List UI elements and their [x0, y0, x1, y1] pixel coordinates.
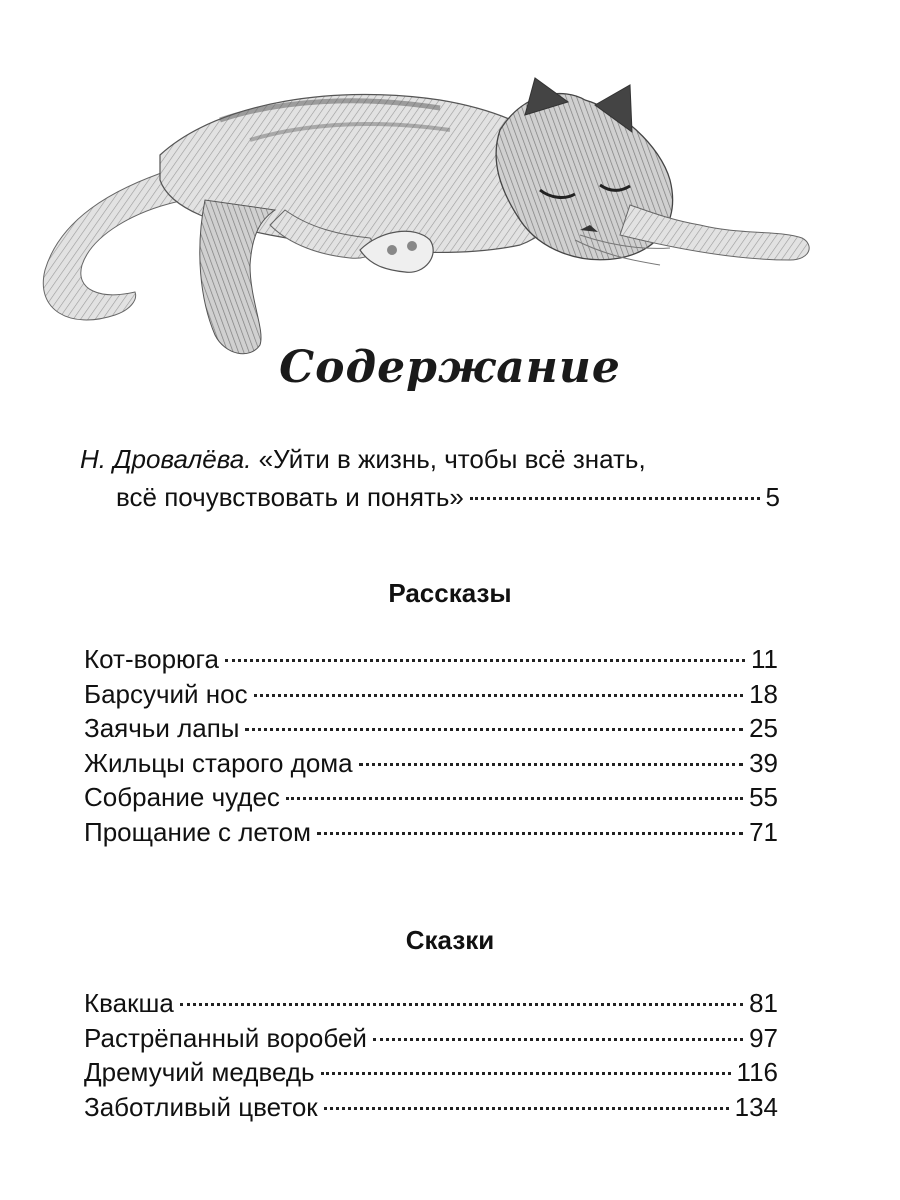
toc-entry-page: 97 — [749, 1022, 778, 1053]
toc-entry-title: Барсучий нос — [84, 678, 248, 709]
toc-entry-page: 55 — [749, 782, 778, 812]
toc-entry[interactable] — [84, 1023, 778, 1058]
toc-entry-page: 18 — [749, 678, 778, 709]
toc-entry[interactable] — [84, 1092, 778, 1127]
toc-entry-page: 116 — [736, 1057, 778, 1087]
toc-list-stories — [84, 644, 778, 851]
intro-title-line-2: всё почувствовать и понять» — [116, 482, 464, 512]
intro-page-number: 5 — [765, 482, 780, 512]
section-title-tales: Сказки — [405, 925, 495, 955]
dot-leader — [317, 832, 743, 835]
toc-entry-title: Дремучий медведь — [84, 1057, 315, 1087]
section-title-stories: Рассказы — [388, 578, 512, 608]
toc-entry-title: Заячьи лапы — [84, 713, 240, 743]
toc-entry-title: Жильцы старого дома — [84, 747, 353, 778]
toc-entry[interactable] — [84, 1057, 778, 1092]
toc-entry[interactable] — [84, 817, 778, 852]
dot-leader — [470, 497, 760, 500]
dot-leader — [359, 763, 743, 766]
intro-line-1 — [80, 440, 780, 478]
toc-entry[interactable] — [84, 988, 778, 1023]
toc-entry[interactable] — [84, 679, 778, 714]
toc-entry-page: 71 — [749, 816, 778, 847]
intro-title-line-1: «Уйти в жизнь, чтобы всё знать, — [258, 444, 646, 474]
sleeping-cat-illustration — [20, 60, 820, 370]
toc-entry-title: Растрёпанный воробей — [84, 1022, 367, 1053]
intro-author: Н. Дровалёва. — [80, 444, 252, 474]
toc-entry[interactable] — [84, 748, 778, 783]
intro-entry[interactable] — [80, 440, 780, 516]
dot-leader — [245, 728, 743, 731]
toc-entry[interactable] — [84, 713, 778, 748]
toc-entry[interactable] — [84, 644, 778, 679]
toc-entry-title: Квакша — [84, 988, 174, 1018]
toc-entry-page: 134 — [734, 1091, 778, 1122]
dot-leader — [225, 659, 745, 662]
toc-entry-page: 81 — [749, 988, 778, 1018]
dot-leader — [254, 694, 743, 697]
toc-entry-page: 39 — [749, 747, 778, 778]
toc-entry-title: Прощание с летом — [84, 816, 311, 847]
toc-entry-title: Заботливый цветок — [84, 1091, 318, 1122]
toc-entry-page: 11 — [751, 644, 778, 674]
dot-leader — [321, 1072, 731, 1075]
dot-leader — [324, 1107, 729, 1110]
toc-entry-title: Кот-ворюга — [84, 644, 219, 674]
dot-leader — [286, 797, 743, 800]
toc-list-tales — [84, 988, 778, 1126]
toc-entry-title: Собрание чудес — [84, 782, 280, 812]
dot-leader — [180, 1003, 743, 1006]
toc-entry-page: 25 — [749, 713, 778, 743]
toc-entry[interactable] — [84, 782, 778, 817]
contents-heading: Содержание — [279, 342, 621, 393]
intro-line-2 — [80, 478, 780, 516]
dot-leader — [373, 1038, 743, 1041]
